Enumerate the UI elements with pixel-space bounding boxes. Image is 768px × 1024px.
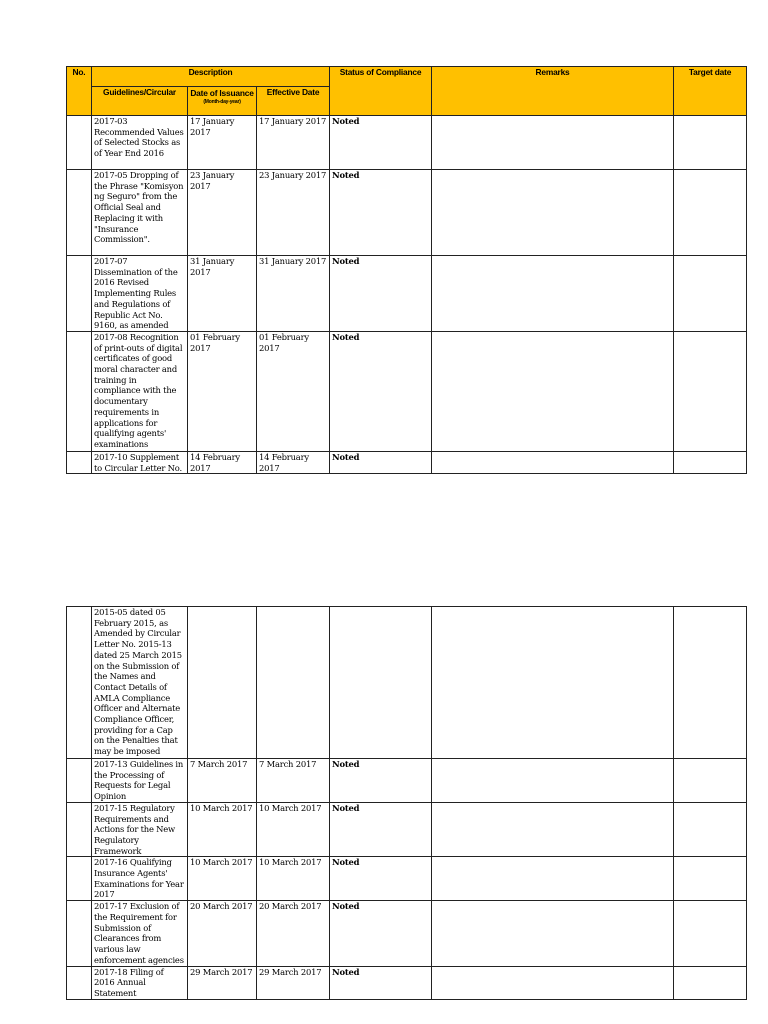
row-effective: 31 January 2017 [257,256,330,332]
row-issued: 31 January 2017 [188,256,257,332]
row-effective: 17 January 2017 [257,116,330,170]
row-no [67,116,92,170]
row-status: Noted [330,170,432,256]
row-no [67,170,92,256]
header-remarks: Remarks [432,67,674,116]
row-no [67,901,92,966]
row-issued: 14 February 2017 [188,451,257,473]
table-row [67,331,747,451]
row-status: Noted [330,451,432,473]
table-row [67,966,747,999]
row-issued: 01 February 2017 [188,331,257,451]
compliance-table-top [66,66,747,474]
row-guideline: 2017-08 Recognition of print-outs of digital certificates of good moral character and training in compliance with the documentary requirements in applications for qualifying agents' examinations [92,331,188,451]
row-guideline: 2017-03 Recommended Values of Selected Stocks as of Year End 2016 [92,116,188,170]
header-date-of-issuance-label: Date of Issuance [190,88,254,98]
row-effective: 10 March 2017 [257,857,330,901]
row-target [674,802,747,857]
table-row [67,901,747,966]
row-remarks [432,451,674,473]
row-status: Noted [330,901,432,966]
header-date-format: (Month-day-year) [203,98,241,105]
table-row [67,256,747,332]
row-issued: 20 March 2017 [188,901,257,966]
row-target [674,857,747,901]
header-date-of-issuance [188,87,257,116]
row-guideline: 2017-10 Supplement to Circular Letter No. [92,451,188,473]
row-effective: 23 January 2017 [257,170,330,256]
row-no [67,802,92,857]
row-effective [257,607,330,759]
row-guideline: 2017-18 Filing of 2016 Annual Statement [92,966,188,999]
row-guideline: 2017-05 Dropping of the Phrase "Komisyon ng Seguro" from the Official Seal and Replacing it with "Insurance Commission". [92,170,188,256]
row-guideline: 2017-15 Regulatory Requirements and Actions for the New Regulatory Framework [92,802,188,857]
table-row [67,759,747,803]
row-guideline: 2015-05 dated 05 February 2015, as Amended by Circular Letter No. 2015-13 dated 25 March 2015 on the Submission of the Names and Contact Details of AMLA Compliance Officer and Alternate Compliance Officer, providing for a Cap on the Penalties that may be imposed [92,607,188,759]
row-remarks [432,759,674,803]
header-no: No. [67,67,92,116]
row-issued: 10 March 2017 [188,857,257,901]
row-effective: 29 March 2017 [257,966,330,999]
table-row [67,802,747,857]
row-issued: 7 March 2017 [188,759,257,803]
row-no [67,759,92,803]
table-row [67,170,747,256]
table-row [67,857,747,901]
header-status: Status of Compliance [330,67,432,116]
row-status: Noted [330,802,432,857]
row-no [67,607,92,759]
table-row [67,451,747,473]
row-guideline: 2017-17 Exclusion of the Requirement for Submission of Clearances from various law enforcement agencies [92,901,188,966]
header-description: Description [92,67,330,87]
row-issued: 23 January 2017 [188,170,257,256]
row-target [674,256,747,332]
table-row [67,116,747,170]
row-status: Noted [330,966,432,999]
row-issued [188,607,257,759]
row-remarks [432,331,674,451]
row-target [674,966,747,999]
row-guideline: 2017-16 Qualifying Insurance Agents' Examinations for Year 2017 [92,857,188,901]
row-no [67,451,92,473]
row-issued: 29 March 2017 [188,966,257,999]
table-row [67,607,747,759]
header-target-date: Target date [674,67,747,116]
row-status: Noted [330,331,432,451]
row-target [674,170,747,256]
row-status: Noted [330,116,432,170]
row-remarks [432,116,674,170]
row-issued: 17 January 2017 [188,116,257,170]
row-no [67,331,92,451]
row-guideline: 2017-13 Guidelines in the Processing of Requests for Legal Opinion [92,759,188,803]
row-effective: 01 February 2017 [257,331,330,451]
row-status: Noted [330,759,432,803]
row-target [674,451,747,473]
compliance-table-bottom [66,606,747,1000]
row-effective: 10 March 2017 [257,802,330,857]
row-target [674,759,747,803]
row-remarks [432,170,674,256]
header-effective-date: Effective Date [257,87,330,116]
row-remarks [432,607,674,759]
row-no [67,857,92,901]
row-target [674,901,747,966]
row-remarks [432,802,674,857]
row-status: Noted [330,256,432,332]
row-target [674,607,747,759]
row-no [67,966,92,999]
row-effective: 14 February 2017 [257,451,330,473]
row-status [330,607,432,759]
row-remarks [432,901,674,966]
header-guidelines: Guidelines/Circular [92,87,188,116]
row-effective: 7 March 2017 [257,759,330,803]
row-effective: 20 March 2017 [257,901,330,966]
row-status: Noted [330,857,432,901]
row-remarks [432,857,674,901]
row-remarks [432,256,674,332]
row-remarks [432,966,674,999]
row-guideline: 2017-07 Dissemination of the 2016 Revised Implementing Rules and Regulations of Republic Act No. 9160, as amended [92,256,188,332]
row-issued: 10 March 2017 [188,802,257,857]
row-target [674,116,747,170]
row-no [67,256,92,332]
row-target [674,331,747,451]
